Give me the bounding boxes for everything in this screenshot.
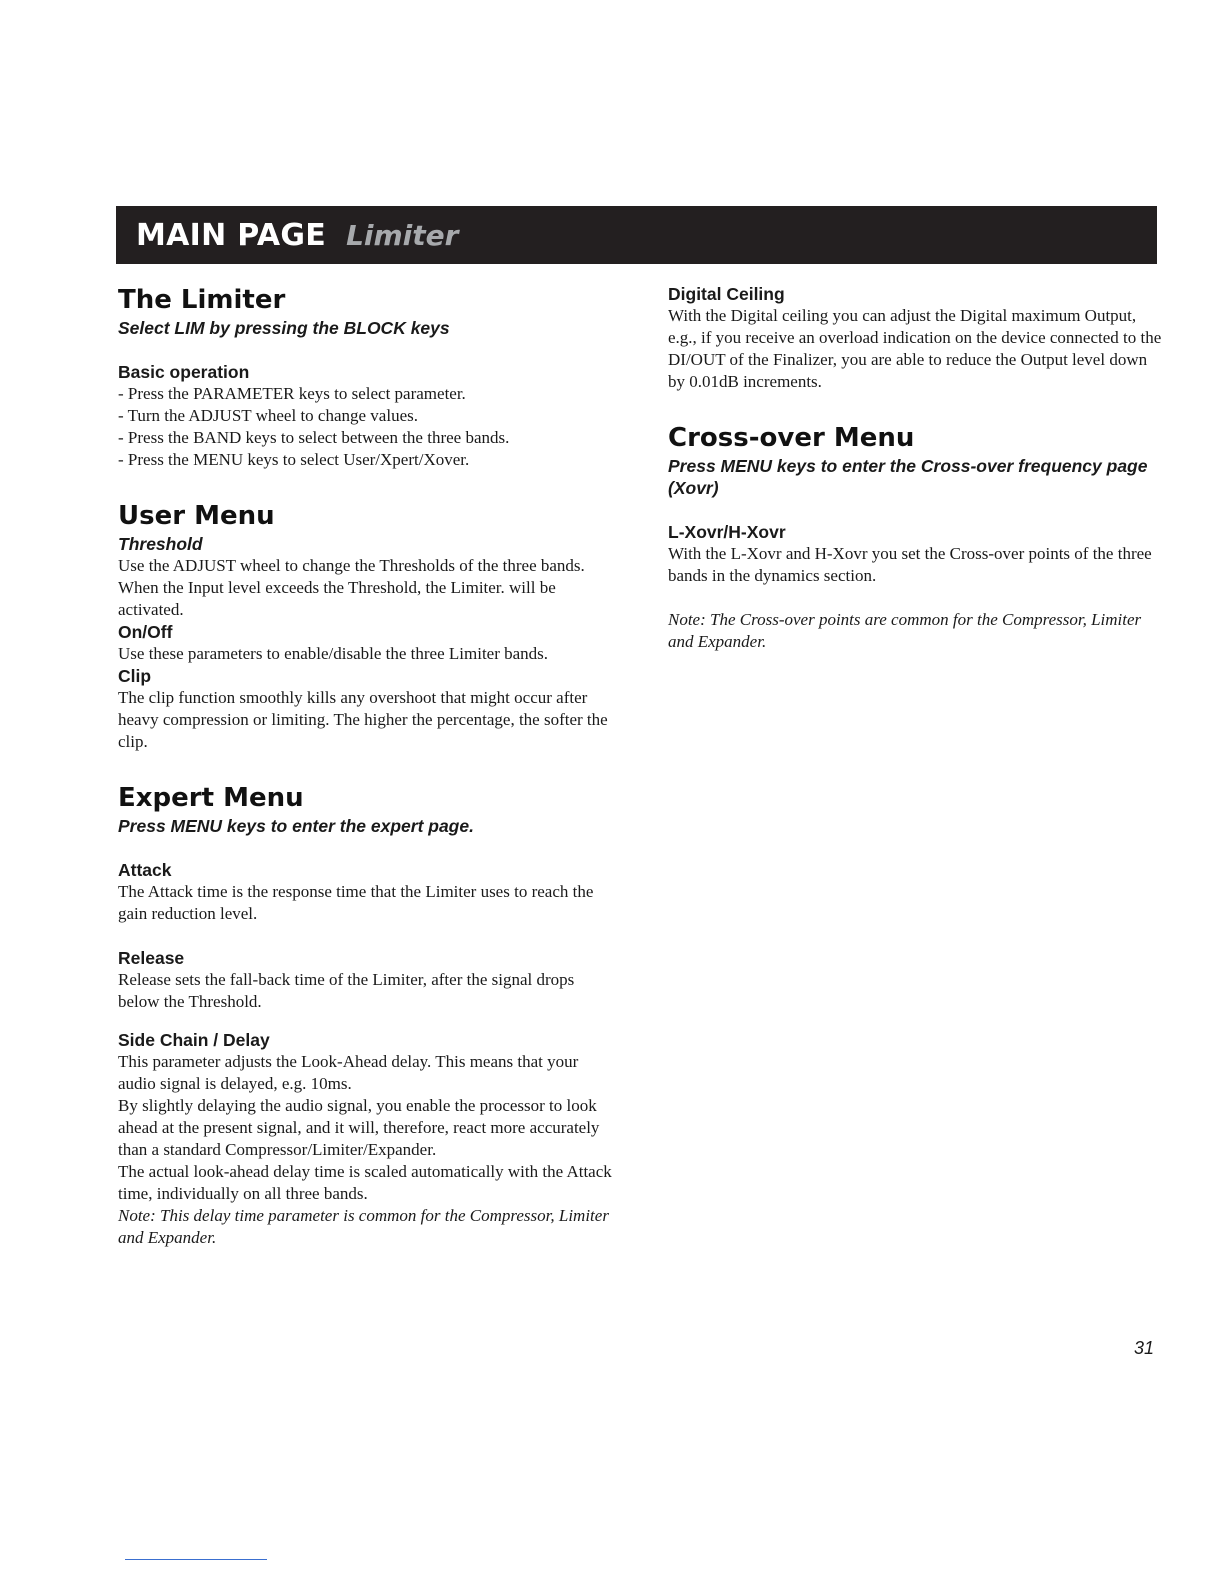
basic-operation-heading: Basic operation — [118, 362, 250, 382]
crossover-lead: Press MENU keys to enter the Cross-over frequency page (Xovr) — [668, 456, 1148, 498]
digital-ceiling-heading: Digital Ceiling — [668, 284, 785, 304]
sidechain-text: This parameter adjusts the Look-Ahead delay. This means that your audio signal is delayed, e.g. 10ms. — [118, 1052, 579, 1093]
clip-text: The clip function smoothly kills any overshoot that might occur after heavy compression or limiting. The higher the percentage, the softer the clip. — [118, 688, 608, 751]
page-number: 31 — [1134, 1338, 1155, 1358]
banner-subtitle: Limiter — [346, 218, 459, 252]
sidechain-heading: Side Chain / Delay — [118, 1030, 270, 1050]
limiter-lead: Select LIM by pressing the BLOCK keys — [118, 318, 450, 338]
sidechain-text: By slightly delaying the audio signal, you enable the processor to look ahead at the present signal, and it will, therefore, react more accurately than a standard Compressor/Limiter/Expander. — [118, 1096, 600, 1159]
sidechain-note: Note: This delay time parameter is common for the Compressor, Limiter and Expander. — [118, 1206, 609, 1247]
attack-text: The Attack time is the response time that the Limiter uses to reach the gain reduction level. — [118, 882, 594, 923]
left-column — [118, 283, 618, 1249]
threshold-heading: Threshold — [118, 534, 203, 554]
basic-line: - Press the PARAMETER keys to select parameter. — [118, 384, 466, 403]
onoff-text: Use these parameters to enable/disable the three Limiter bands. — [118, 644, 549, 663]
section-title-crossover-menu: Cross-over Menu — [668, 423, 915, 453]
sidechain-text: The actual look-ahead delay time is scaled automatically with the Attack time, individually on all three bands. — [118, 1162, 612, 1203]
page-header-banner — [116, 206, 1157, 264]
basic-line: - Press the BAND keys to select between the three bands. — [118, 428, 510, 447]
threshold-text: Use the ADJUST wheel to change the Thresholds of the three bands. When the Input level exceeds the Threshold, the Limiter. will be activated. — [118, 556, 585, 619]
onoff-heading: On/Off — [118, 622, 173, 642]
xovr-heading: L-Xovr/H-Xovr — [668, 522, 786, 542]
expert-lead: Press MENU keys to enter the expert page. — [118, 816, 474, 836]
release-heading: Release — [118, 948, 185, 968]
section-title-expert-menu: Expert Menu — [118, 783, 304, 813]
release-text: Release sets the fall-back time of the Limiter, after the signal drops below the Threshold. — [118, 970, 575, 1011]
clip-heading: Clip — [118, 666, 152, 686]
basic-line: - Press the MENU keys to select User/Xpert/Xover. — [118, 450, 470, 469]
attack-heading: Attack — [118, 860, 172, 880]
footer-rule — [125, 1559, 267, 1560]
xovr-text: With the L-Xovr and H-Xovr you set the Cross-over points of the three bands in the dynamics section. — [668, 544, 1152, 585]
banner-title: MAIN PAGE — [136, 217, 327, 253]
digital-ceiling-text: With the Digital ceiling you can adjust the Digital maximum Output, e.g., if you receive an overload indication on the device connected to the DI/OUT of the Finalizer, you are able to reduce the Output level down by 0.01dB increments. — [668, 306, 1162, 391]
section-title-user-menu: User Menu — [118, 501, 275, 531]
section-title-limiter: The Limiter — [118, 285, 286, 315]
basic-line: - Turn the ADJUST wheel to change values. — [118, 406, 418, 425]
right-column — [668, 283, 1168, 653]
xovr-note: Note: The Cross-over points are common for the Compressor, Limiter and Expander. — [668, 610, 1142, 651]
